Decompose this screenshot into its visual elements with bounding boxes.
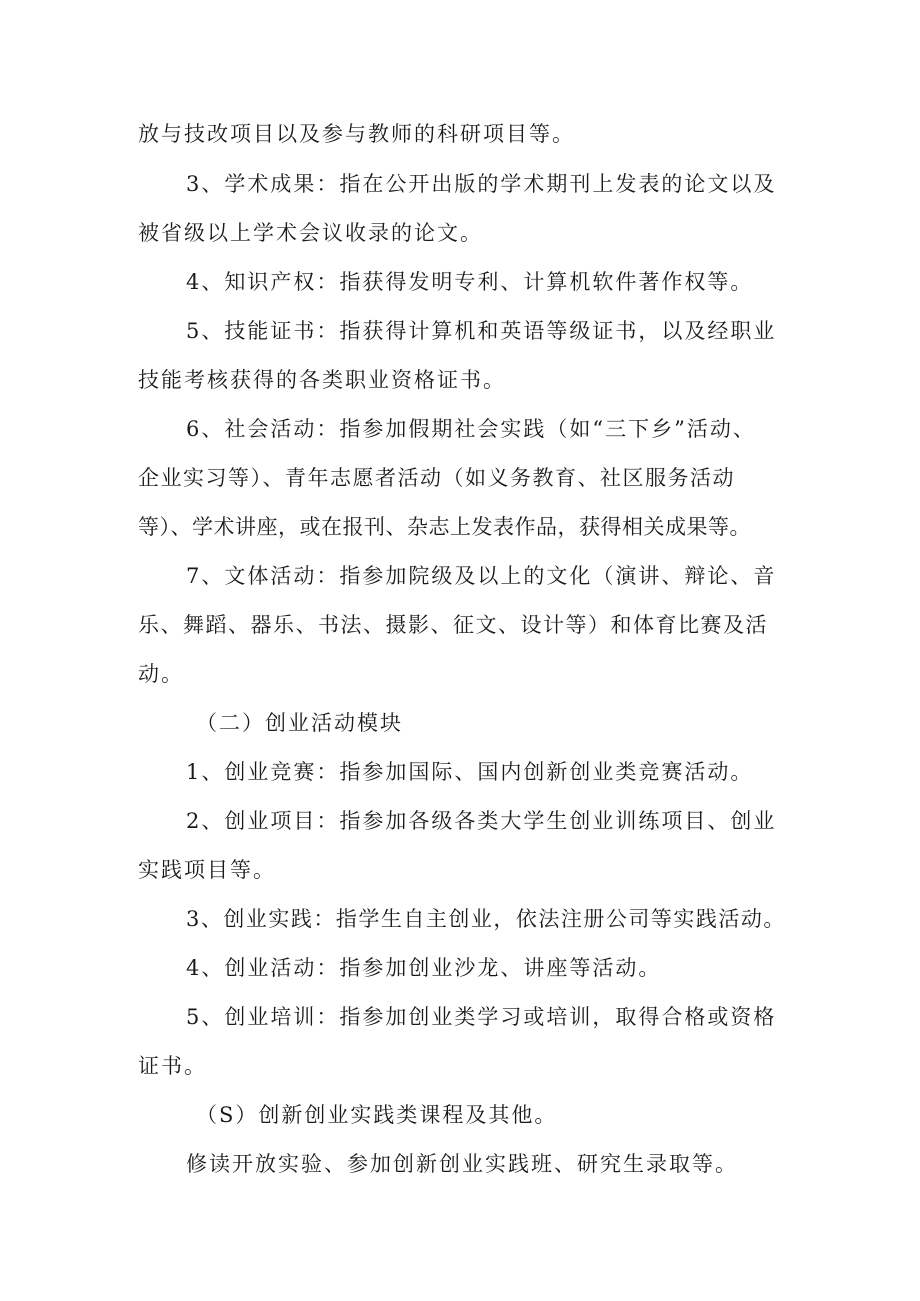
paragraph-line: 证书。 — [138, 1054, 207, 1078]
paragraph-line: 4、知识产权：指获得发明专利、计算机软件著作权等。 — [186, 270, 754, 294]
section-heading: （二）创业活动模块 — [196, 711, 403, 735]
paragraph-line: 6、社会活动：指参加假期社会实践（如“三下乡”活动、 — [186, 417, 756, 441]
paragraph-line: 3、学术成果：指在公开出版的学术期刊上发表的论文以及 — [186, 172, 777, 196]
paragraph-line: 修读开放实验、参加创新创业实践班、研究生录取等。 — [186, 1152, 738, 1176]
paragraph-line: 动。 — [138, 662, 184, 686]
paragraph-line: 技能考核获得的各类职业资格证书。 — [138, 368, 506, 392]
paragraph-line: 实践项目等。 — [138, 858, 276, 882]
section-heading: （S）创新创业实践类课程及其他。 — [196, 1103, 558, 1127]
paragraph-line: 7、文体活动：指参加院级及以上的文化（演讲、辩论、音 — [186, 564, 777, 588]
paragraph-line: 乐、舞蹈、器乐、书法、摄影、征文、设计等）和体育比赛及活 — [138, 613, 768, 637]
paragraph-line: 等）、学术讲座，或在报刊、杂志上发表作品，获得相关成果等。 — [138, 515, 751, 539]
paragraph-line: 1、创业竞赛：指参加国际、国内创新创业类竞赛活动。 — [186, 760, 754, 784]
paragraph-line: 5、技能证书：指获得计算机和英语等级证书，以及经职业 — [186, 319, 777, 343]
paragraph-line: 3、创业实践：指学生自主创业，依法注册公司等实践活动。 — [186, 907, 786, 931]
paragraph-line: 放与技改项目以及参与教师的科研项目等。 — [138, 122, 575, 146]
paragraph-line: 2、创业项目：指参加各级各类大学生创业训练项目、创业 — [186, 809, 777, 833]
paragraph-line: 企业实习等）、青年志愿者活动（如义务教育、社区服务活动 — [138, 466, 735, 490]
paragraph-line: 5、创业培训：指参加创业类学习或培训，取得合格或资格 — [186, 1005, 777, 1029]
paragraph-line: 被省级以上学术会议收录的论文。 — [138, 221, 483, 245]
paragraph-line: 4、创业活动：指参加创业沙龙、讲座等活动。 — [186, 956, 662, 980]
